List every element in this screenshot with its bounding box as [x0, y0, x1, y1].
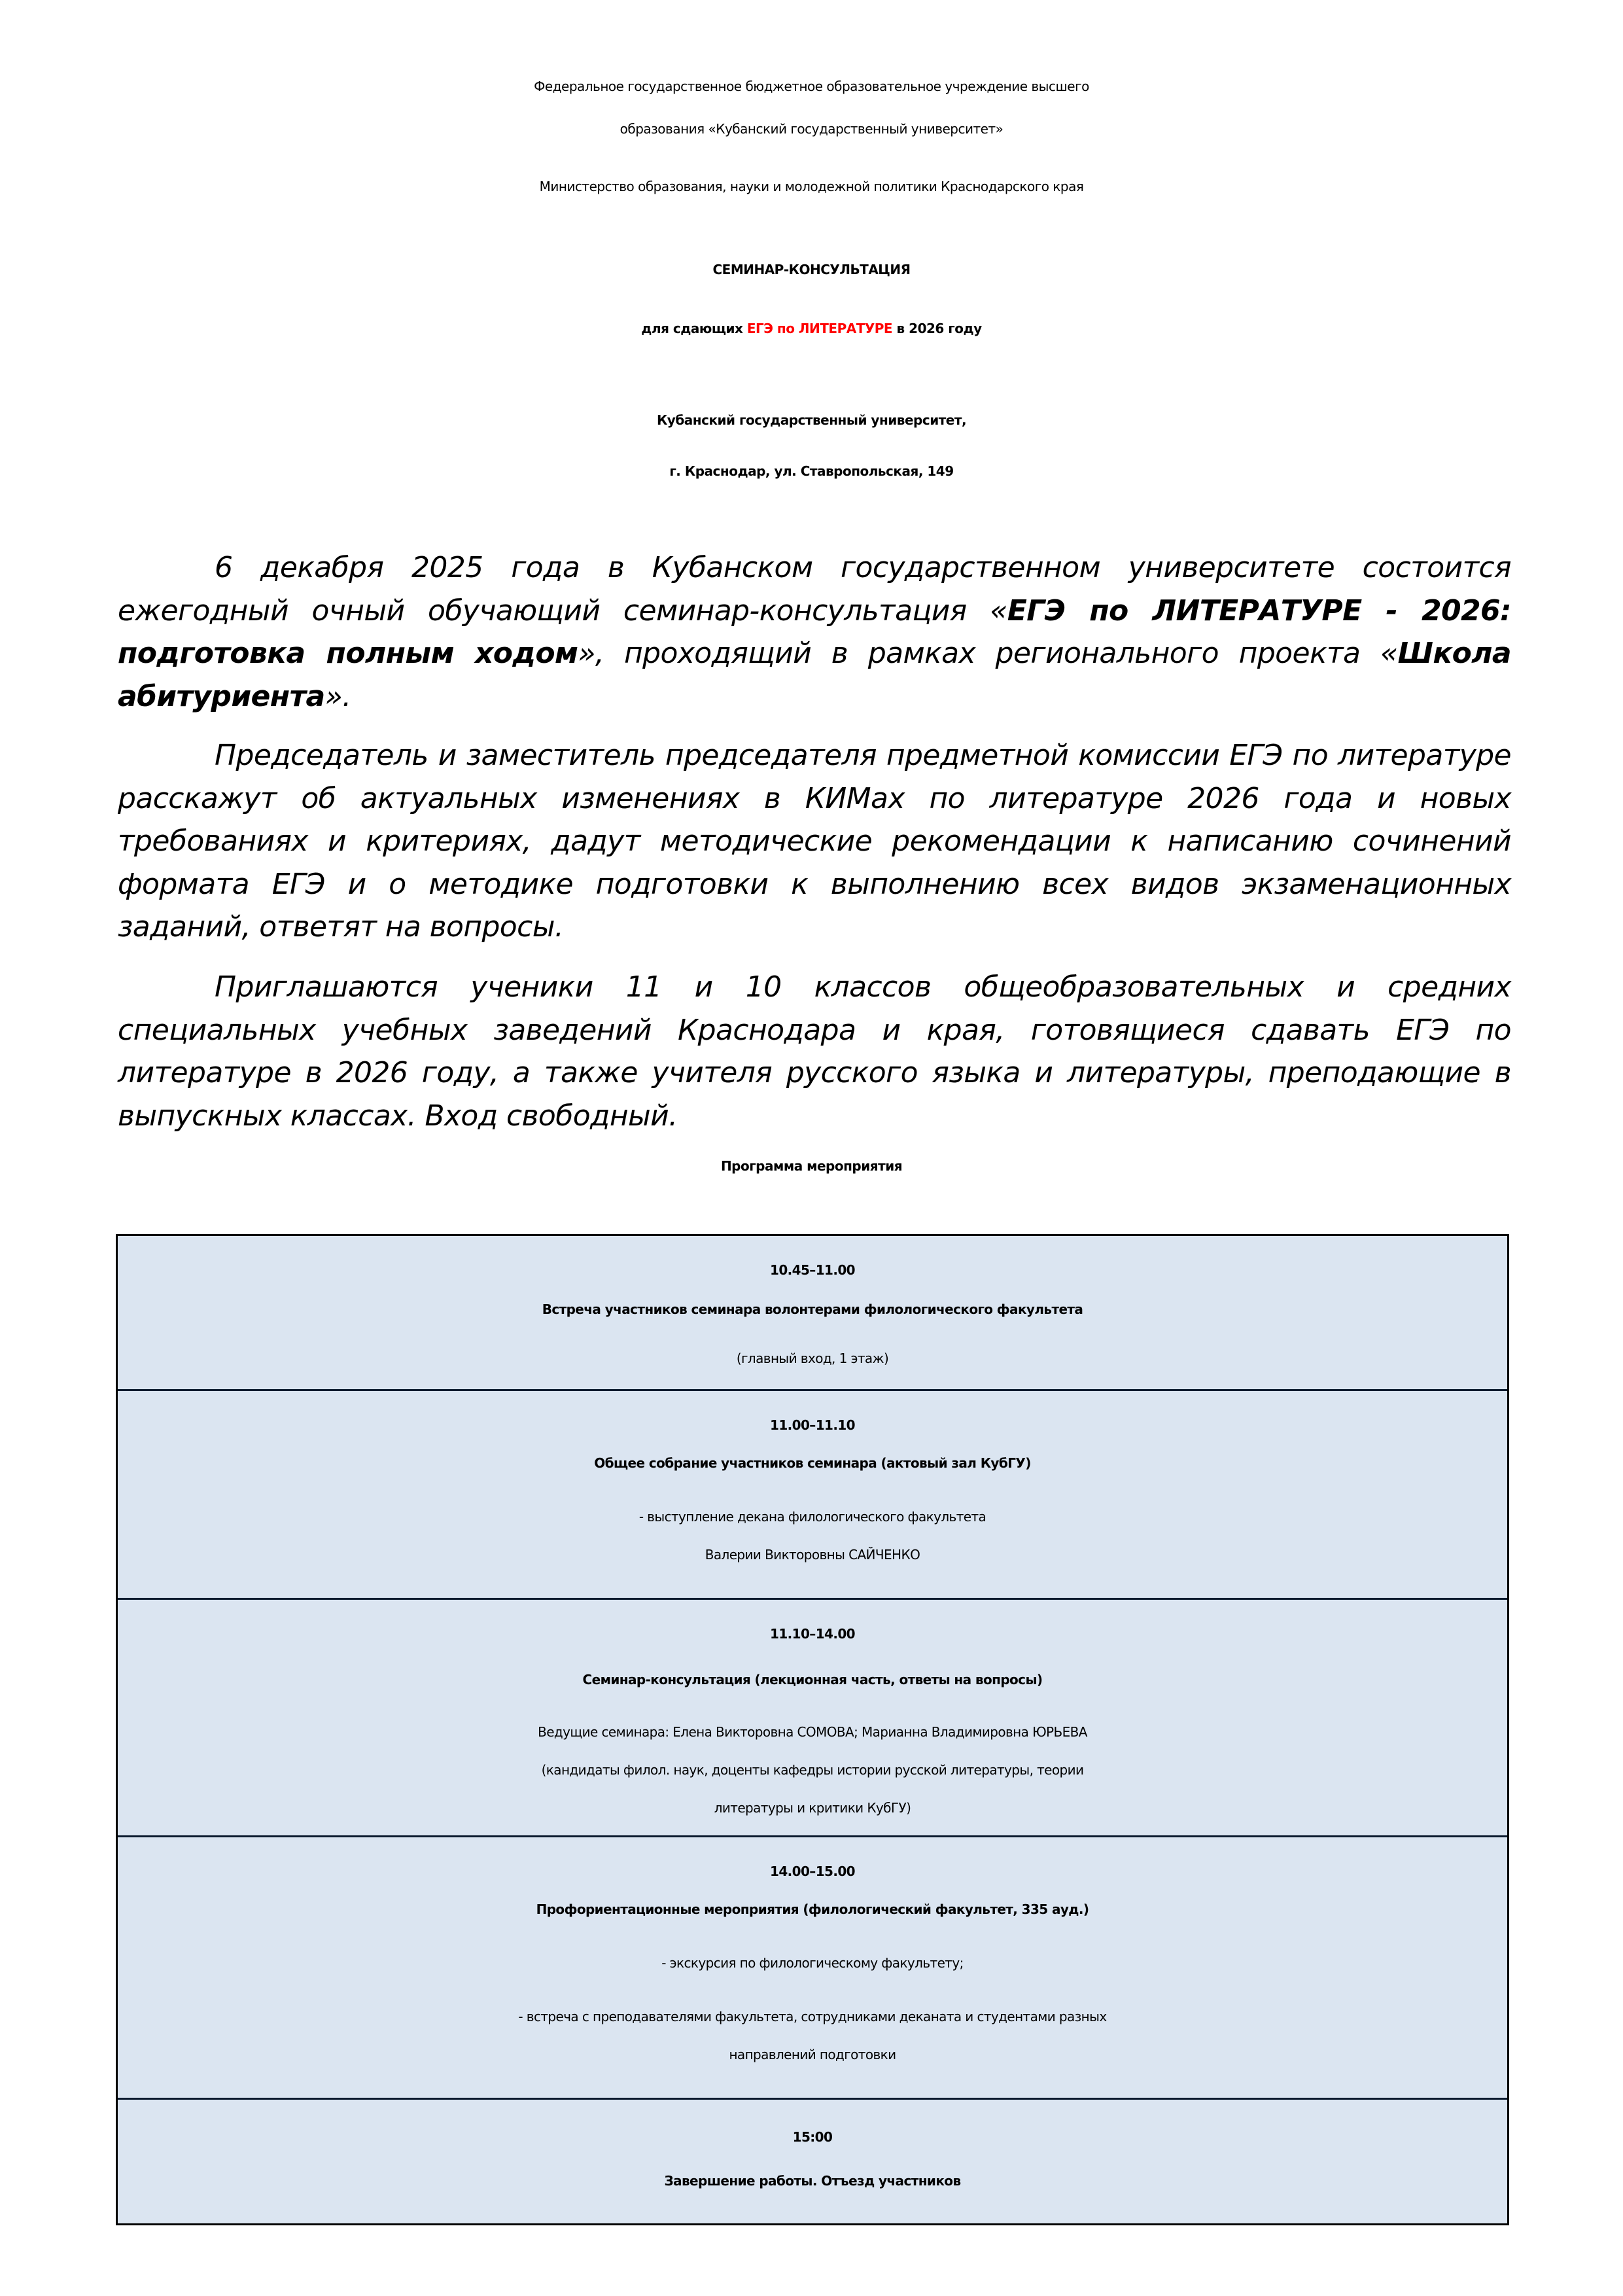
program-detail: (кандидаты филол. наук, доценты кафедры истории русской литературы, теории — [541, 1762, 1084, 1778]
program-detail: литературы и критики КубГУ) — [714, 1800, 911, 1816]
program-detail: Ведущие семинара: Елена Викторовна СОМОВА; Марианна Владимировна ЮРЬЕВА — [538, 1724, 1087, 1740]
program-detail: - выступление декана филологического факультета — [638, 1509, 986, 1525]
program-time: 15:00 — [792, 2129, 833, 2145]
program-detail: Валерии Викторовны САЙЧЕНКО — [705, 1547, 920, 1563]
program-time: 10.45–11.00 — [770, 1262, 855, 1278]
project-name: Школа абитуриента — [118, 637, 1511, 713]
subtitle-highlight: ЕГЭ по ЛИТЕРАТУРЕ — [746, 321, 893, 336]
program-detail: - встреча с преподавателями факультета, сотрудниками деканата и студентами разных — [518, 2009, 1107, 2024]
program-time: 11.10–14.00 — [770, 1626, 855, 1642]
intro-paragraph — [118, 546, 1511, 718]
description-paragraph: Председатель и заместитель председателя предметной комиссии ЕГЭ по литературе расскажут об актуальных изменениях в КИМах по литературе 2026 года и новых требованиях и критериях, дадут методические рекомендации к написанию сочинений формата ЕГЭ и о методике подготовки к выполнению всех видов экзаменационных заданий, ответят на вопросы. — [118, 739, 1511, 944]
page-subtitle — [0, 321, 1623, 336]
intro-text-e: ». — [324, 679, 351, 713]
program-event: Общее собрание участников семинара (актовый зал КубГУ) — [594, 1455, 1031, 1471]
venue-address: г. Краснодар, ул. Ставропольская, 149 — [669, 463, 954, 479]
institution-name-line1: Федеральное государственное бюджетное образовательное учреждение высшего — [534, 79, 1089, 94]
subtitle-suffix: в 2026 году — [892, 321, 982, 336]
page-title: СЕМИНАР-КОНСУЛЬТАЦИЯ — [712, 262, 911, 277]
institution-name-line2: образования «Кубанский государственный университет» — [620, 121, 1003, 137]
program-time: 14.00–15.00 — [770, 1863, 855, 1879]
program-title: Программа мероприятия — [720, 1158, 903, 1174]
intro-text-a: 6 декабря 2025 года в Кубанском государственном университете состоится ежегодный очный обучающий семинар-консультация « — [118, 551, 1511, 627]
program-row — [118, 1236, 1507, 1391]
ministry-name: Министерство образования, науки и молодежной политики Краснодарского края — [539, 179, 1084, 194]
program-event: Профориентационные мероприятия (филологический факультет, 335 ауд.) — [536, 1901, 1089, 1917]
program-event: Завершение работы. Отъезд участников — [664, 2173, 961, 2189]
program-row — [118, 1391, 1507, 1600]
program-detail: - экскурсия по филологическому факультету; — [661, 1955, 964, 1971]
program-event: Семинар-консультация (лекционная часть, ответы на вопросы) — [582, 1672, 1043, 1687]
program-row — [118, 2100, 1507, 2223]
venue-name: Кубанский государственный университет, — [656, 412, 967, 428]
program-time: 11.00–11.10 — [770, 1417, 855, 1433]
subtitle-prefix: для сдающих — [641, 321, 747, 336]
program-detail: (главный вход, 1 этаж) — [736, 1351, 889, 1366]
program-row — [118, 1837, 1507, 2100]
program-event: Встреча участников семинара волонтерами филологического факультета — [542, 1301, 1083, 1317]
program-row — [118, 1600, 1507, 1837]
intro-text-c: », проходящий в рамках регионального проекта « — [578, 637, 1398, 670]
invitation-paragraph: Приглашаются ученики 11 и 10 классов общеобразовательных и средних специальных учебных заведений Краснодара и края, готовящиеся сдавать ЕГЭ по литературе в 2026 году, а также учителя русского языка и литературы, преподающие в выпускных классах. Вход свободный. — [118, 970, 1511, 1133]
program-detail: направлений подготовки — [729, 2047, 896, 2062]
seminar-name: ЕГЭ по ЛИТЕРАТУРЕ - 2026: подготовка полным ходом — [118, 593, 1512, 670]
program-table — [116, 1234, 1509, 2225]
